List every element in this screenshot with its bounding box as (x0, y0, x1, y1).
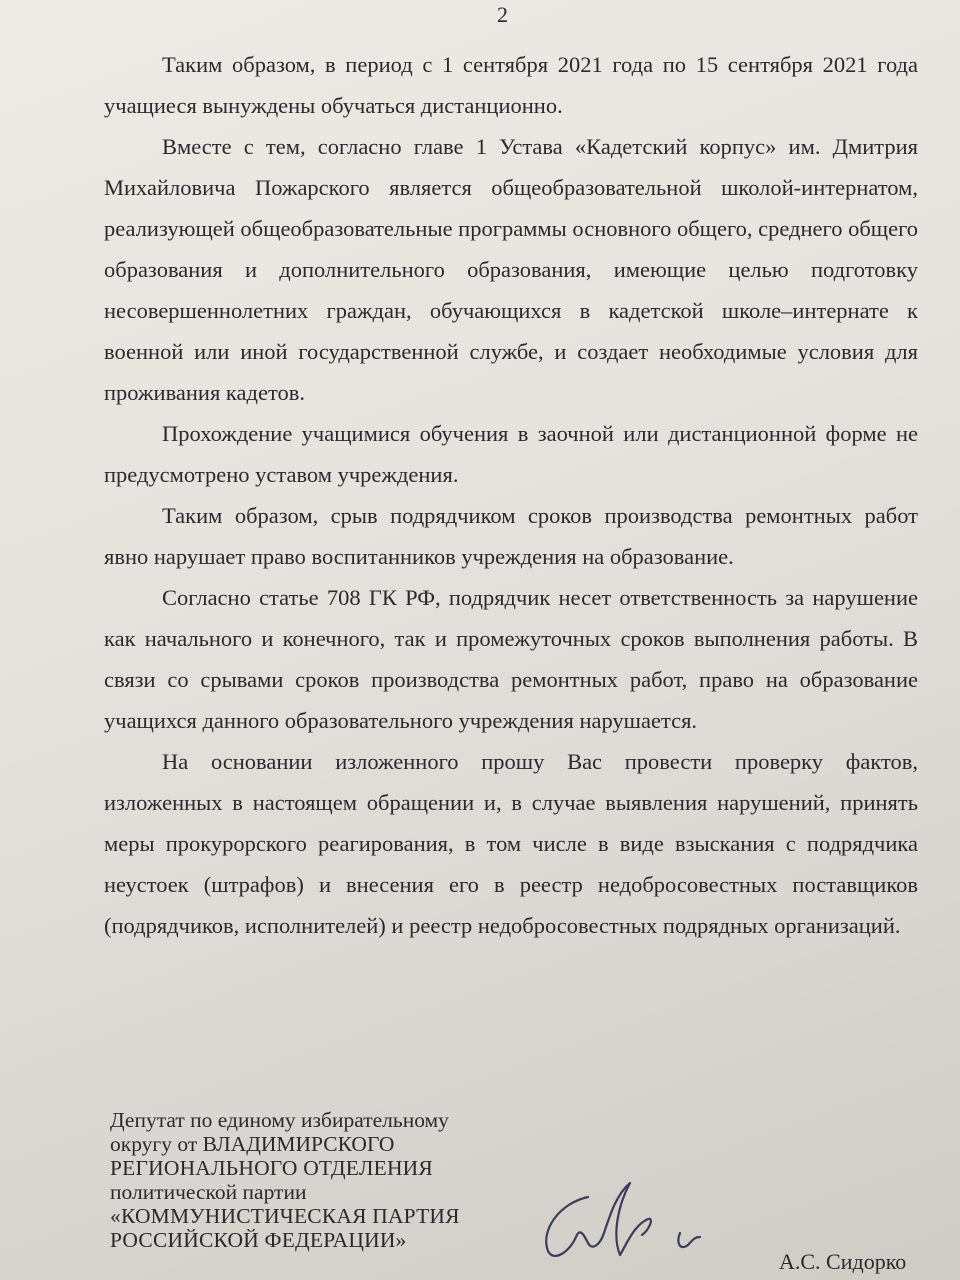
signer-position-line: округу от ВЛАДИМИРСКОГО (110, 1132, 395, 1156)
handwritten-signature (530, 1155, 730, 1265)
paragraph: Согласно статье 708 ГК РФ, подрядчик несет ответственность за нарушение как начального и конечного, так и промежуточных сроков выполнения работы. В связи со срывами сроков производства ремонтных работ, право на образование учащихся данного образовательного учреждения нарушается. (104, 585, 918, 733)
signer-name: А.С. Сидорко (779, 1249, 907, 1274)
signer-position-line: РЕГИОНАЛЬНОГО ОТДЕЛЕНИЯ (110, 1156, 433, 1180)
signer-position-line: «КОММУНИСТИЧЕСКАЯ ПАРТИЯ (110, 1204, 460, 1228)
signer-position-line: РОССИЙСКОЙ ФЕДЕРАЦИИ» (110, 1228, 407, 1252)
document-body (104, 44, 918, 946)
paragraph: На основании изложенного прошу Вас провести проверку фактов, изложенных в настоящем обращении и, в случае выявления нарушений, принять меры прокурорского реагирования, в том числе в виде взыскания с подрядчика неустоек (штрафов) и внесения его в реестр недобросовестных поставщиков (подрядчиков, исполнителей) и реестр недобросовестных подрядных организаций. (104, 749, 918, 938)
signer-position-line: Депутат по единому избирательному (110, 1108, 449, 1132)
paragraph: Таким образом, в период с 1 сентября 2021 года по 15 сентября 2021 года учащиеся вынуждены обучаться дистанционно. (104, 52, 918, 118)
page-number: 2 (497, 2, 508, 27)
signer-position-line: политической партии (110, 1180, 307, 1204)
paragraph: Вместе с тем, согласно главе 1 Устава «Кадетский корпус» им. Дмитрия Михайловича Пожарского является общеобразовательной школой-интернатом, реализующей общеобразовательные программы основного общего, среднего общего образования и дополнительного образования, имеющие целью подготовку несовершеннолетних граждан, обучающихся в кадетской школе–интернате к военной или иной государственной службе, и создает необходимые условия для проживания кадетов. (104, 134, 918, 405)
paragraph: Таким образом, срыв подрядчиком сроков производства ремонтных работ явно нарушает право воспитанников учреждения на образование. (104, 503, 918, 569)
paragraph: Прохождение учащимися обучения в заочной или дистанционной форме не предусмотрено уставом учреждения. (104, 421, 918, 487)
signature-block (110, 1108, 460, 1252)
